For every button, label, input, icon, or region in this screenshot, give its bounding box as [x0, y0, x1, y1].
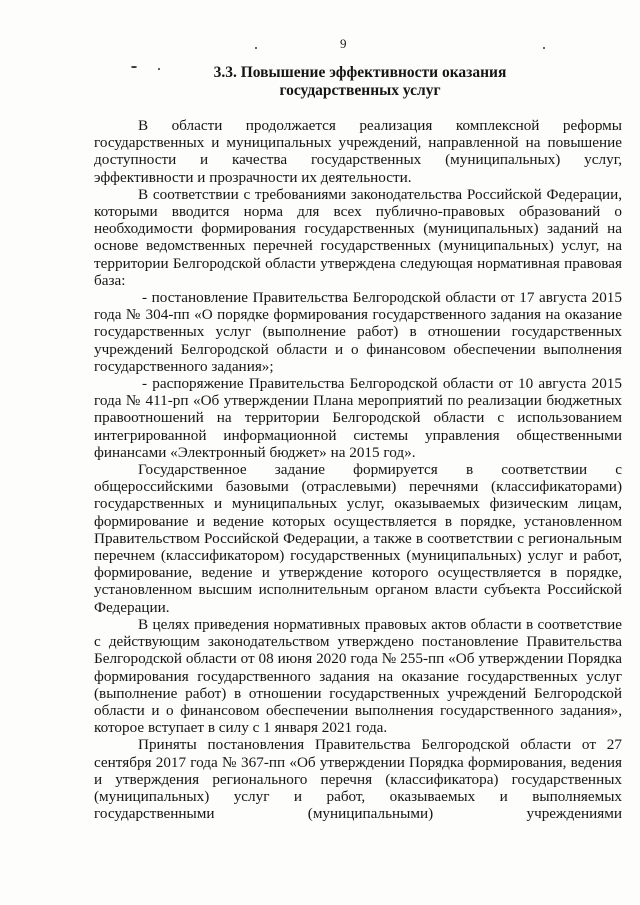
- list-item-order-411: - распоряжение Правительства Белгородской области от 10 августа 2015 года № 411-рп «Об утверждении Плана мероприятий по реализации бюджетных правоотношений на территории Белгородской области с использованием интегрированной информационной системы управления общественными финансами «Электронный бюджет» на 2015 год».: [94, 375, 622, 461]
- scan-speck: [255, 47, 257, 49]
- paragraph-reform: В области продолжается реализация комплексной реформы государственных и муниципальных учреждений, направленной на повышение доступности и качества государственных (муниципальных) услуг, эффективности и прозрачности их деятельности.: [94, 117, 622, 186]
- paragraph-resolution-255: В целях приведения нормативных правовых актов области в соответствие с действующим законодательством утверждено постановление Правительства Белгородской области от 08 июня 2020 года № 255-пп «Об утверждении Порядка формирования государственного задания на оказание государственных услуг (выполнение работ) в отношении государственных учреждений Белгородской области и о финансовом обеспечении выполнения государственного задания», которое вступает в силу с 1 января 2021 года.: [94, 615, 622, 737]
- paragraph-resolution-367: Приняты постановления Правительства Белгородской области от 27 сентября 2017 года № 367-пп «Об утверждении Порядка формирования, ведения и утверждения регионального перечня (классификатора) государственных (муниципальных) услуг и работ, оказываемых и выполняемых государственными (муниципальными) учреждениями: [94, 736, 622, 823]
- page-number: 9: [340, 36, 347, 51]
- paragraph-state-assignment: Государственное задание формируется в соответствии с общероссийскими базовыми (отраслевыми) перечнями (классификаторами) государственных и муниципальных услуг, оказываемых физическим лицам, формирование и ведение которых осуществляется в порядке, установленном Правительством Российской Федерации, а также в соответствии с региональным перечнем (классификатором) государственных (муниципальных) услуг и работ, формирование, ведение и утверждение которого осуществляется в порядке, установленном высшим исполнительным органом власти субъекта Российской Федерации.: [94, 461, 622, 616]
- scan-speck: [543, 47, 545, 49]
- section-heading-line-1: 3.3. Повышение эффективности оказания: [213, 64, 507, 81]
- scan-speck: [131, 66, 137, 68]
- document-body: [94, 117, 622, 822]
- list-item-resolution-304: - постановление Правительства Белгородской области от 17 августа 2015 года № 304-пп «О порядке формирования государственного задания на оказание государственных услуг (выполнение работ) в отношении государственных учреждений Белгородской области и о финансовом обеспечении выполнения государственного задания»;: [94, 289, 622, 375]
- section-heading-line-2: государственных услуг: [279, 82, 441, 99]
- scan-speck: [158, 68, 160, 70]
- paragraph-legal-basis: В соответствии с требованиями законодательства Российской Федерации, которыми вводится норма для всех публично-правовых образований о необходимости формирования государственных (муниципальных) заданий на основе ведомственных перечней государственных (муниципальных) услуг, на территории Белгородской области утверждена следующая нормативная правовая база:: [94, 185, 622, 289]
- section-heading: [180, 64, 540, 100]
